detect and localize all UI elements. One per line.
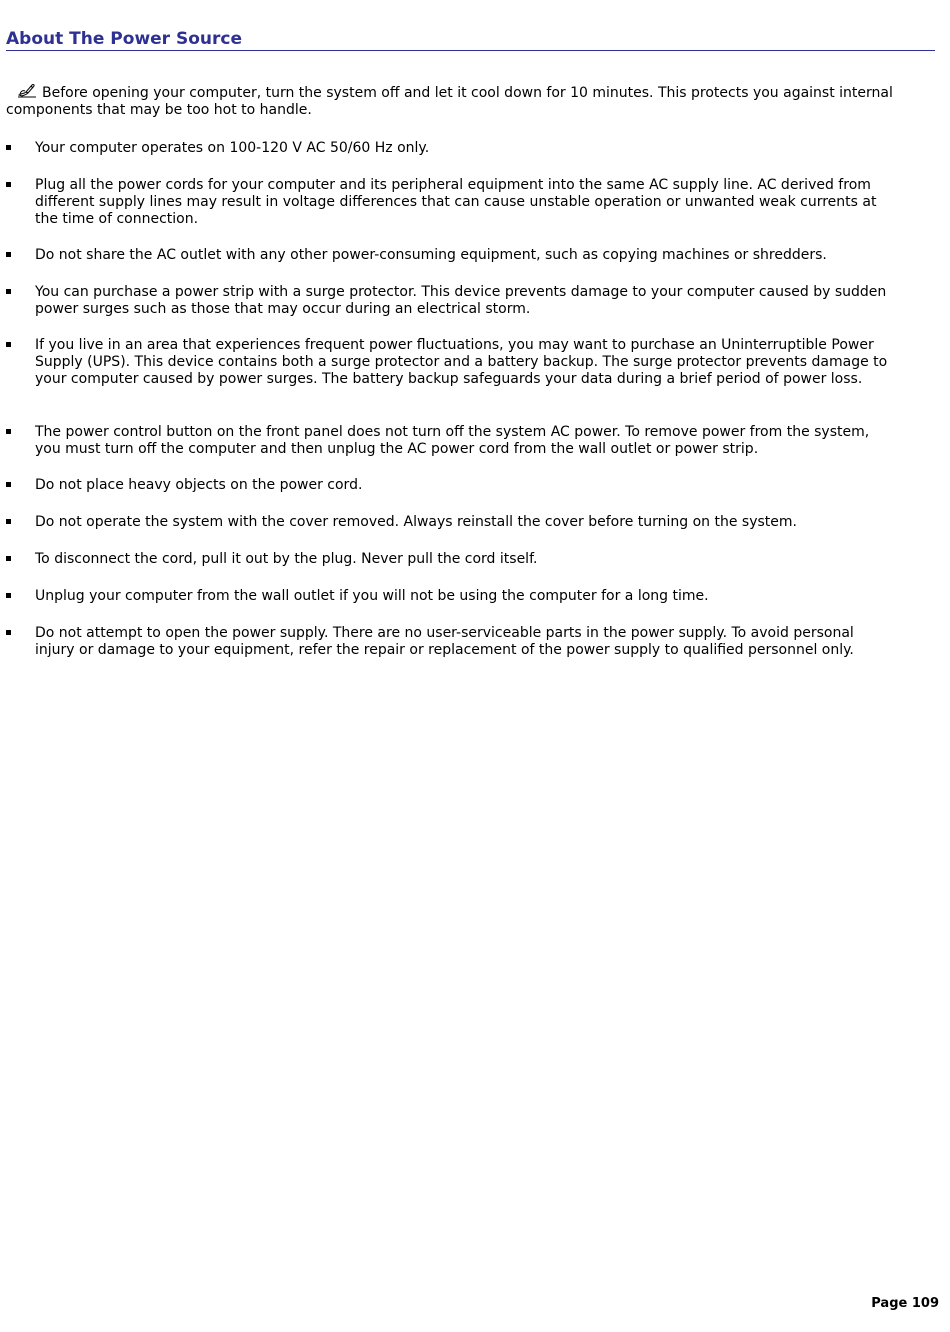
list-item-text: Your computer operates on 100-120 V AC 50/60 Hz only. (35, 140, 430, 156)
bullet-icon (6, 182, 11, 187)
bullet-icon (6, 519, 11, 524)
bullet-icon (6, 429, 11, 434)
list-item-text: The power control button on the front panel does not turn off the system AC power. To remove power from the system, you must turn off the computer and then unplug the AC power cord from the wall outlet or power strip. (35, 424, 870, 457)
bullet-icon (6, 593, 11, 598)
bullet-icon (6, 342, 11, 347)
page-title: About The Power Source (6, 28, 935, 51)
bullet-icon (6, 289, 11, 294)
list-item-text: Plug all the power cords for your computer and its peripheral equipment into the same AC supply line. AC derived from different supply lines may result in voltage differences that can cause unstable operation or unwanted weak currents at the time of connection. (35, 177, 877, 227)
note-text: Before opening your computer, turn the system off and let it cool down for 10 minutes. This protects you against internal components that may be too hot to handle. (6, 85, 893, 118)
list-item-text: If you live in an area that experiences frequent power fluctuations, you may want to purchase an Uninterruptible Power Supply (UPS). This device contains both a surge protector and a battery backup. The surge protector prevents damage to your computer caused by power surges. The battery backup safeguards your data during a brief period of power loss. (35, 337, 888, 387)
bullet-icon (6, 630, 11, 635)
note-paragraph (6, 82, 906, 119)
list-item-text: You can purchase a power strip with a surge protector. This device prevents damage to your computer caused by sudden power surges such as those that may occur during an electrical storm. (35, 284, 887, 317)
list-item-text: Unplug your computer from the wall outlet if you will not be using the computer for a long time. (35, 588, 709, 604)
bullet-icon (6, 145, 11, 150)
bullet-icon (6, 482, 11, 487)
bullet-icon (6, 252, 11, 257)
list-item-text: To disconnect the cord, pull it out by the plug. Never pull the cord itself. (35, 551, 538, 567)
list-item-text: Do not attempt to open the power supply. There are no user-serviceable parts in the power supply. To avoid personal injury or damage to your equipment, refer the repair or replacement of the power supply to qualified personnel only. (35, 625, 854, 658)
list-item-text: Do not place heavy objects on the power cord. (35, 477, 363, 493)
bullet-icon (6, 556, 11, 561)
list-item-text: Do not operate the system with the cover removed. Always reinstall the cover before turning on the system. (35, 514, 797, 530)
page-number: Page 109 (871, 1296, 939, 1311)
writing-hand-icon (16, 82, 38, 99)
list-item-text: Do not share the AC outlet with any other power-consuming equipment, such as copying machines or shredders. (35, 247, 827, 263)
